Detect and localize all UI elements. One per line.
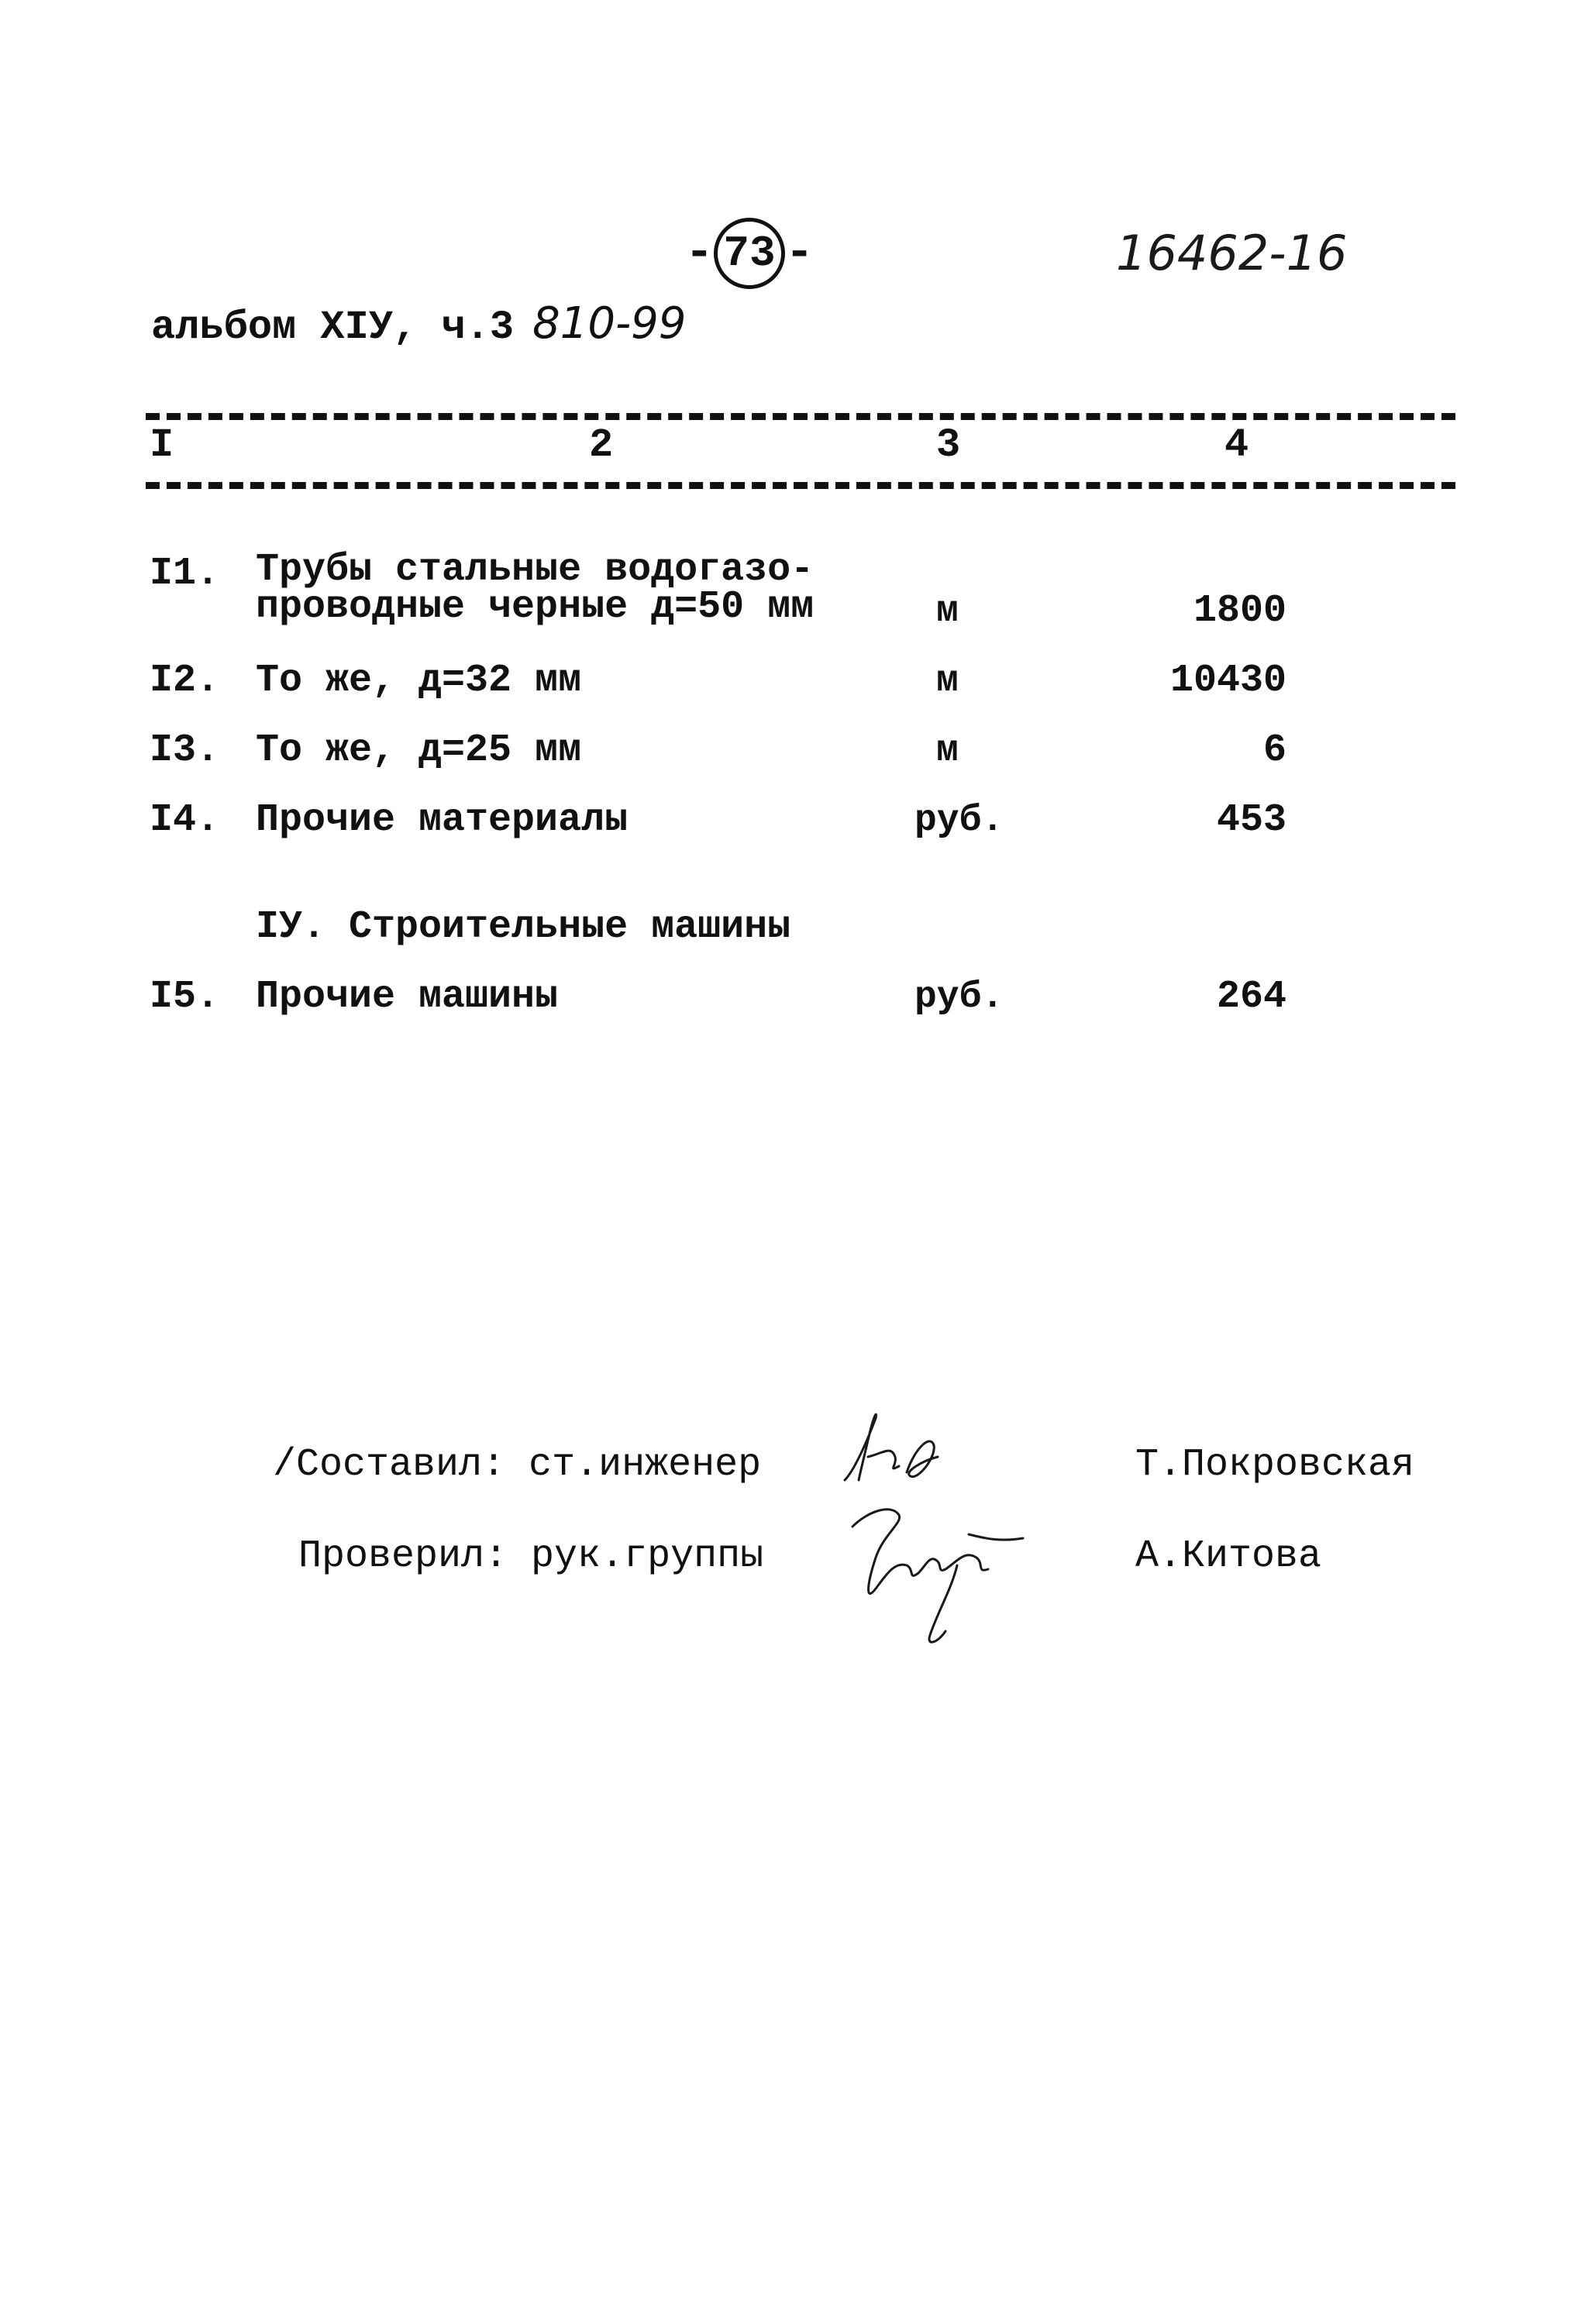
section-title: IУ. Строительные машины — [256, 905, 791, 949]
table-rule-bottom — [146, 482, 1455, 489]
row-1-name-line1: Трубы стальные водогазо- — [256, 548, 815, 592]
row-2-unit: м — [936, 660, 959, 702]
row-1-unit: м — [936, 590, 959, 632]
column-header-1: I — [150, 422, 174, 468]
page-number — [668, 211, 831, 296]
row-3-qty: 6 — [1262, 728, 1286, 773]
signature-checked — [852, 1510, 1023, 1642]
table-rule-top — [146, 413, 1455, 420]
row-1-qty: 1800 — [1193, 589, 1286, 633]
column-header-4: 4 — [1224, 422, 1249, 468]
row-5-unit: руб. — [914, 976, 1004, 1018]
row-4-number: I4. — [150, 798, 220, 842]
row-2-number: I2. — [150, 659, 220, 703]
row-1-number: I1. — [150, 552, 220, 596]
row-5-name: Прочие машины — [256, 975, 559, 1019]
row-3-name: То же, д=25 мм — [256, 728, 582, 773]
page-number-dash-left: - — [684, 226, 714, 281]
checked-by-name: А.Китова — [1135, 1534, 1322, 1579]
album-text: альбом XIУ, ч.3 — [151, 305, 515, 350]
document-code: 16462-16 — [1116, 225, 1348, 281]
page-number-dash-right: - — [785, 226, 815, 281]
row-4-unit: руб. — [914, 800, 1004, 842]
album-number: 810-99 — [532, 298, 687, 349]
row-5-qty: 264 — [1216, 975, 1286, 1019]
handwritten-signatures — [821, 1379, 1054, 1658]
checked-by-label: Проверил: рук.группы — [298, 1534, 764, 1579]
row-2-name: То же, д=32 мм — [256, 659, 582, 703]
compiled-by-name: Т.Покровская — [1135, 1443, 1415, 1487]
compiled-by-label-text: Составил: ст.инженер — [296, 1443, 762, 1487]
row-4-qty: 453 — [1216, 798, 1286, 842]
album-line — [151, 298, 686, 350]
row-3-number: I3. — [150, 728, 220, 773]
page-number-circle: 73 — [714, 218, 785, 289]
signature-compiled — [845, 1414, 938, 1480]
row-3-unit: м — [936, 730, 959, 772]
column-header-3: 3 — [936, 422, 961, 468]
row-1-name-line2: проводные черные д=50 мм — [256, 585, 815, 629]
row-2-qty: 10430 — [1169, 659, 1286, 703]
compiled-slash: / — [273, 1443, 297, 1487]
compiled-by-label — [273, 1443, 761, 1487]
row-4-name: Прочие материалы — [256, 798, 629, 842]
row-1-name — [256, 548, 815, 629]
column-header-2: 2 — [589, 422, 614, 468]
row-5-number: I5. — [150, 975, 220, 1019]
